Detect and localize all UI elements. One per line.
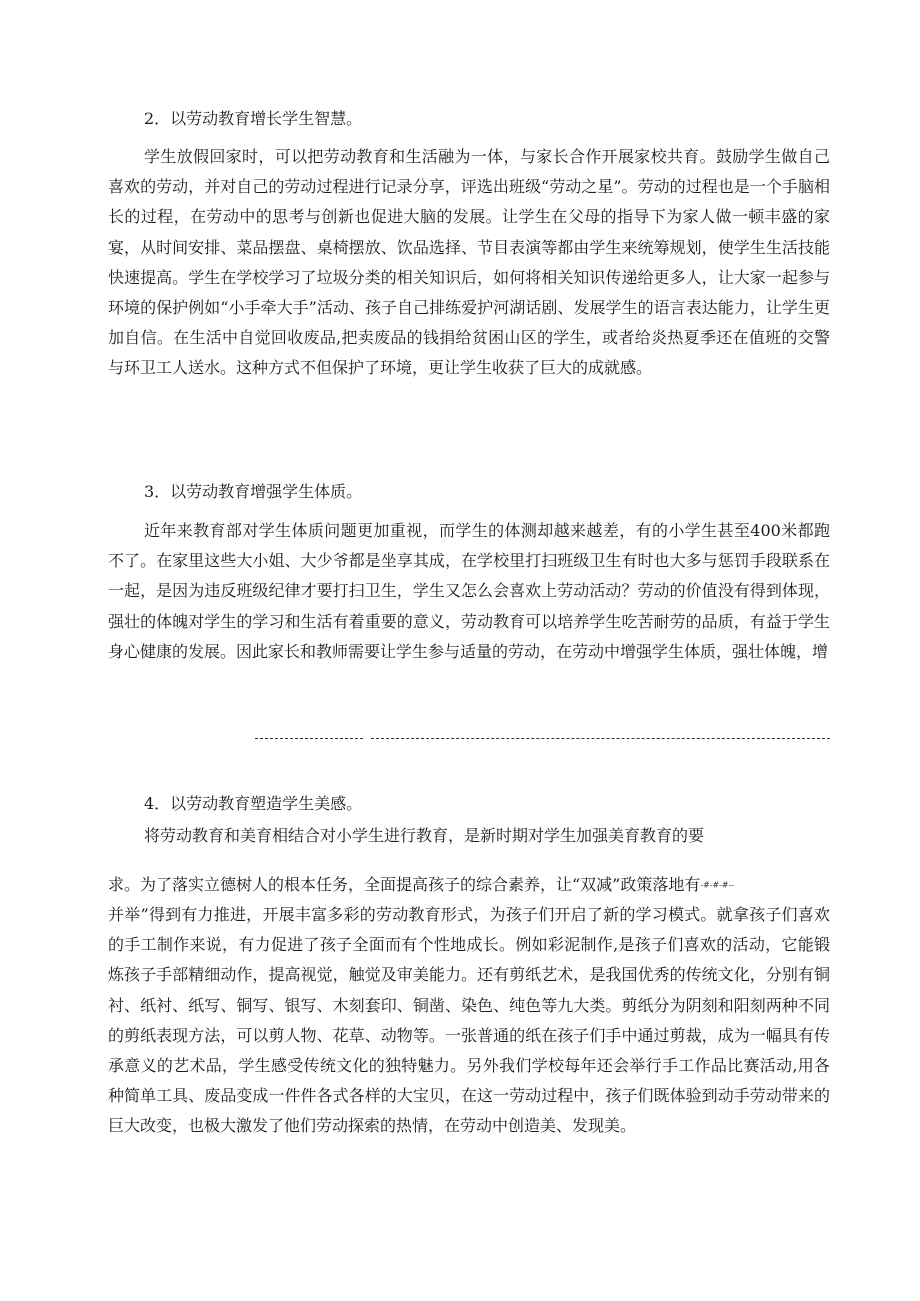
line-mark: -#-#-#-- — [700, 880, 734, 890]
section-4-heading: 4．以劳动教育塑造学生美感。 — [144, 794, 363, 813]
section-2-paragraph: 学生放假回家时，可以把劳动教育和生活融为一体，与家长合作开展家校共育。鼓励学生做自己喜欢的劳动，并对自己的劳动过程进行记录分享，评选出班级“劳动之星”。劳动的过程也是一个手脑相长的过程，在劳动中的思考与创新也促进大脑的发展。让学生在父母的指导下为家人做一顿丰盛的家宴，从时间安排、菜品摆盘、桌椅摆放、饮品选择、节目表演等都由学生来统筹规划，使学生生活技能快速提高。学生在学校学习了垃圾分类的相关知识后，如何将相关知识传递给更多人，让大家一起参与环境的保护例如“小手牵大手”活动、孩子自己排练爱护河湖话剧、发展学生的语言表达能力，让学生更加自信。在生活中自觉回收废品,把卖废品的钱捐给贫困山区的学生，或者给炎热夏季还在值班的交警与环卫工人送水。这种方式不但保护了环境，更让学生收获了巨大的成就感。 — [108, 147, 830, 378]
section-2-heading: 2．以劳动教育增长学生智慧。 — [144, 109, 363, 128]
section-4-line-start-text: 求。为了落实立德树人的根本任务，全面提高孩子的综合素养，让“双减”政策落地有 — [108, 875, 701, 894]
dashed-separator-short — [255, 738, 363, 739]
section-4-intro-line: 将劳动教育和美育相结合对小学生进行教育，是新时期对学生加强美育教育的要 — [144, 826, 705, 845]
dashed-separator-long — [371, 738, 830, 739]
section-4-paragraph: 并举”得到有力推进，开展丰富多彩的劳动教育形式，为孩子们开启了新的学习模式。就拿孩子们喜欢的手工制作来说，有力促进了孩子全面而有个性地成长。例如彩泥制作,是孩子们喜欢的活动，它能锻炼孩子手部精细动作，提高视觉，触觉及审美能力。还有剪纸艺术，是我国优秀的传统文化，分别有铜衬、纸衬、纸写、铜写、银写、木刻套印、铜凿、染色、纯色等九大类。剪纸分为阴刻和阳刻两种不同的剪纸表现方法，可以剪人物、花草、动物等。一张普通的纸在孩子们手中通过剪裁，成为一幅具有传承意义的艺术品，学生感受传统文化的独特魅力。另外我们学校每年还会举行手工作品比赛活动,用各种简单工具、废品变成一件件各式各样的大宝贝，在这一劳动过程中，孩子们既体验到动手劳动带来的巨大改变，也极大激发了他们劳动探索的热情，在劳动中创造美、发现美。 — [108, 905, 830, 1136]
section-4-line-start — [108, 875, 734, 896]
section-3-heading: 3．以劳动教育增强学生体质。 — [144, 482, 363, 501]
dashed-separator — [255, 733, 830, 743]
section-3-paragraph: 近年来教育部对学生体质问题更加重视，而学生的体测却越来越差，有的小学生甚至400米都跑不了。在家里这些大小姐、大少爷都是坐享其成，在学校里打扫班级卫生有时也大多与惩罚手段联系在一起，是因为违反班级纪律才要打扫卫生，学生又怎么会喜欢上劳动活动？劳动的价值没有得到体现，强壮的体魄对学生的学习和生活有着重要的意义，劳动教育可以培养学生吃苦耐劳的品质，有益于学生身心健康的发展。因此家长和教师需要让学生参与适量的劳动，在劳动中增强学生体质，强壮体魄，增 — [108, 521, 830, 661]
